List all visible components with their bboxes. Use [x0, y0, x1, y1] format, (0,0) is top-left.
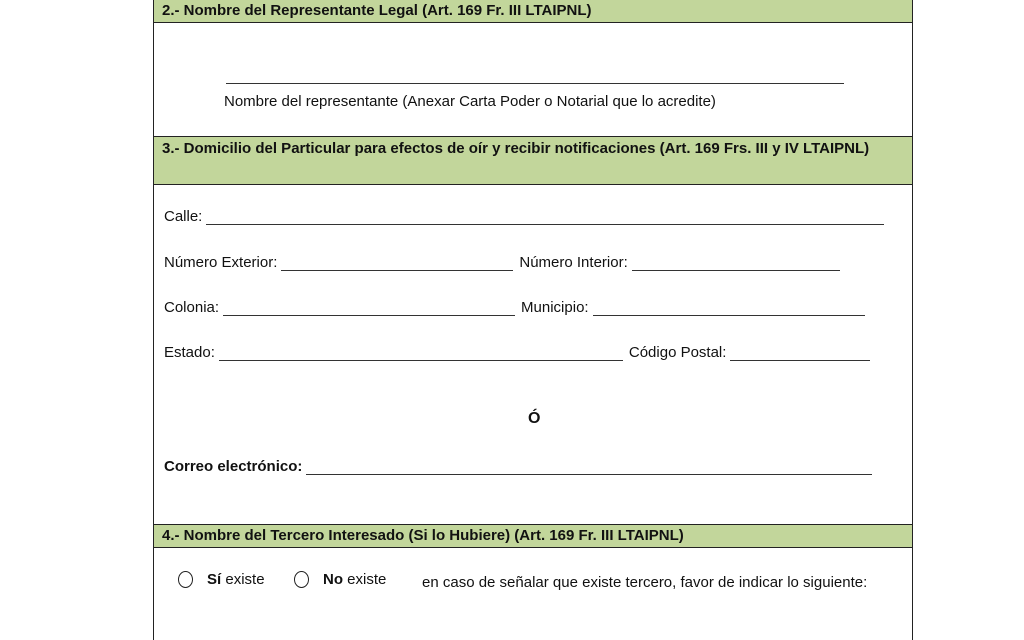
- no-bold-label: No: [323, 571, 343, 588]
- numero-interior-field[interactable]: [632, 257, 840, 271]
- numero-exterior-label: Número Exterior:: [164, 254, 278, 271]
- correo-field[interactable]: [306, 461, 872, 475]
- si-bold-label: Sí: [207, 571, 222, 588]
- si-existe-radio[interactable]: [178, 571, 193, 588]
- correo-label: Correo electrónico:: [164, 458, 303, 475]
- section-3-header: 3.- Domicilio del Particular para efectos de oír y recibir notificaciones (Art. 169 Frs. III y IV LTAIPNL): [154, 136, 912, 185]
- colonia-field[interactable]: [223, 302, 515, 316]
- codigo-postal-field[interactable]: [730, 347, 870, 361]
- colonia-row: [164, 299, 865, 316]
- numero-row: [164, 254, 840, 271]
- form-page: [153, 0, 913, 640]
- numero-exterior-field[interactable]: [281, 257, 513, 271]
- no-existe-radio[interactable]: [294, 571, 309, 588]
- numero-interior-label: Número Interior:: [519, 254, 628, 271]
- si-label: existe: [221, 571, 265, 588]
- tercero-note: en caso de señalar que existe tercero, favor de indicar lo siguiente:: [422, 574, 868, 591]
- estado-label: Estado:: [164, 344, 215, 361]
- colonia-label: Colonia:: [164, 299, 220, 316]
- representative-signature-line[interactable]: [226, 83, 844, 84]
- estado-field[interactable]: [219, 347, 623, 361]
- correo-row: [164, 458, 872, 475]
- municipio-field[interactable]: [593, 302, 865, 316]
- codigo-postal-label: Código Postal:: [628, 344, 727, 361]
- calle-label: Calle:: [164, 208, 203, 225]
- estado-row: [164, 344, 870, 361]
- si-existe-option[interactable]: [178, 571, 265, 588]
- no-existe-option[interactable]: [294, 571, 386, 588]
- calle-field[interactable]: [206, 211, 884, 225]
- representative-caption: Nombre del representante (Anexar Carta Poder o Notarial que lo acredite): [224, 93, 716, 110]
- section-2-header: 2.- Nombre del Representante Legal (Art. 169 Fr. III LTAIPNL): [154, 0, 912, 23]
- calle-row: [164, 208, 884, 225]
- section-4-header: 4.- Nombre del Tercero Interesado (Si lo Hubiere) (Art. 169 Fr. III LTAIPNL): [154, 524, 912, 548]
- no-label: existe: [343, 571, 387, 588]
- municipio-label: Municipio:: [521, 299, 589, 316]
- or-separator: Ó: [528, 410, 541, 427]
